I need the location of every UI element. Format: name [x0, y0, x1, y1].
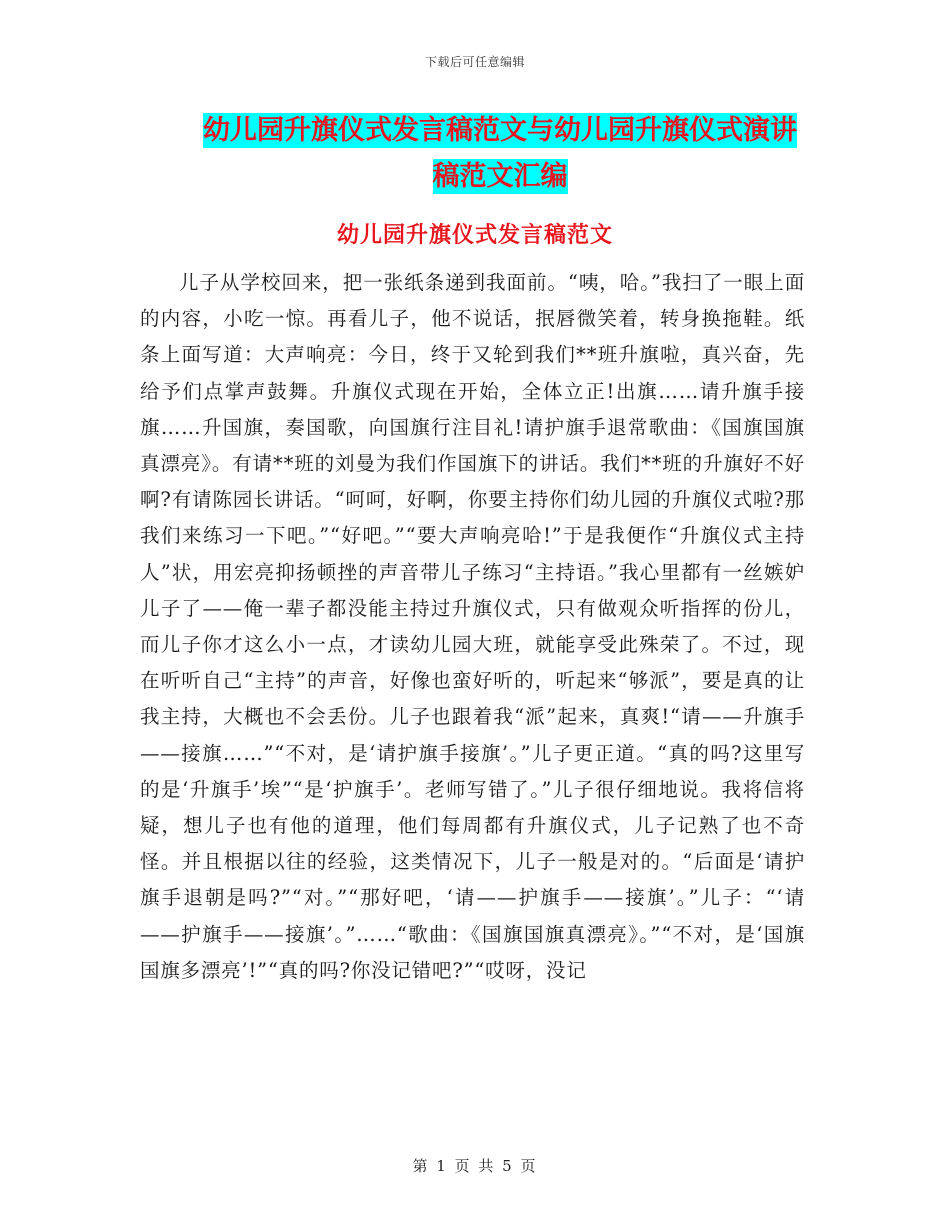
body-paragraph: 儿子从学校回来，把一张纸条递到我面前。“咦，哈。”我扫了一眼上面的内容，小吃一惊。再看儿子，他不说话，抿唇微笑着，转身换拖鞋。纸条上面写道：大声响亮：今日，终于又轮到我们**班升旗啦，真兴奋，先给予们点掌声鼓舞。升旗仪式现在开始，全体立正!出旗……请升旗手接旗……升国旗，奏国歌，向国旗行注目礼!请护旗手退常歌曲：《国旗国旗真漂亮》。有请**班的刘曼为我们作国旗下的讲话。我们**班的升旗好不好啊?有请陈园长讲话。“呵呵，好啊，你要主持你们幼儿园的升旗仪式啦?那我们来练习一下吧。”“好吧。”“要大声响亮哈!”于是我便作“升旗仪式主持人”状，用宏亮抑扬顿挫的声音带儿子练习“主持语。”我心里都有一丝嫉妒儿子了——俺一辈子都没能主持过升旗仪式，只有做观众听指挥的份儿，而儿子你才这么小一点，才读幼儿园大班，就能享受此殊荣了。不过，现在听听自己“主持”的声音，好像也蛮好听的，听起来“够派”，要是真的让我主持，大概也不会丢份。儿子也跟着我“派”起来，真爽!“请——升旗手——接旗……”“不对，是‘请护旗手接旗’。”儿子更正道。“真的吗?这里写的是‘升旗手’埃”“是‘护旗手’。老师写错了。”儿子很仔细地说。我将信将疑，想儿子也有他的道理，他们每周都有升旗仪式，儿子记熟了也不奇怪。并且根据以往的经验，这类情况下，儿子一般是对的。“后面是‘请护旗手退朝是吗?”“对。”“那好吧，‘请——护旗手——接旗’。”儿子：“‘请——护旗手——接旗’。”……“歌曲：《国旗国旗真漂亮》。”“不对，是‘国旗国旗多漂亮’!”“真的吗?你没记错吧?”“哎呀，没记 — [140, 271, 805, 982]
document-title-text: 幼儿园升旗仪式发言稿范文与幼儿园升旗仪式演讲稿范文汇编 — [203, 115, 797, 192]
header-note: 下载后可任意编辑 — [424, 55, 525, 69]
section-title: 幼儿园升旗仪式发言稿范文 — [336, 223, 613, 248]
document-title — [190, 108, 810, 200]
page-footer: 第 1 页 共 5 页 — [412, 1157, 538, 1175]
